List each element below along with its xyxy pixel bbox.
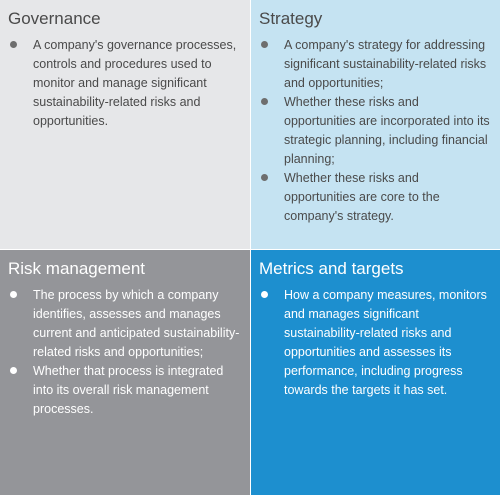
metrics-targets-bullets: [259, 286, 492, 400]
bullet-dot-icon: [10, 41, 17, 48]
metrics-targets-title: Metrics and targets: [259, 259, 404, 278]
governance-title: Governance: [8, 9, 101, 28]
strategy-bullet: [259, 93, 492, 169]
bullet-dot-icon: [261, 291, 268, 298]
strategy-bullet: [259, 169, 492, 226]
strategy-quadrant: [251, 0, 500, 249]
risk-management-title: Risk management: [8, 259, 146, 278]
governance-bullet: [8, 36, 242, 131]
risk-management-quadrant: [0, 250, 250, 495]
governance-bullets: [8, 36, 242, 131]
bullet-dot-icon: [261, 174, 268, 181]
metrics-targets-bullet: [259, 286, 492, 400]
risk-management-bullets: [8, 286, 242, 419]
governance-quadrant: [0, 0, 250, 249]
bullet-text: A company's governance processes, controls and procedures used to monitor and manage significant sustainability-related risks and opportunities.: [33, 38, 237, 128]
bullet-text: How a company measures, monitors and manages significant sustainability-related risks and opportunities and assesses its performance, including progress towards the targets it has set.: [284, 288, 487, 397]
risk-management-bullet: [8, 362, 242, 419]
bullet-text: A company's strategy for addressing significant sustainability-related risks and opportunities;: [284, 38, 487, 90]
bullet-dot-icon: [261, 98, 268, 105]
strategy-bullet: [259, 36, 492, 93]
strategy-title: Strategy: [259, 9, 323, 28]
bullet-text: Whether these risks and opportunities are core to the company's strategy.: [284, 171, 440, 223]
bullet-text: Whether that process is integrated into its overall risk management processes.: [33, 364, 224, 416]
bullet-text: Whether these risks and opportunities are incorporated into its strategic planning, including financial planning;: [284, 95, 490, 166]
strategy-bullets: [259, 36, 492, 226]
bullet-text: The process by which a company identifies, assesses and manages current and anticipated sustainability-related risks and opportunities;: [33, 288, 240, 359]
bullet-dot-icon: [261, 41, 268, 48]
metrics-targets-quadrant: [251, 250, 500, 495]
bullet-dot-icon: [10, 291, 17, 298]
risk-management-bullet: [8, 286, 242, 362]
bullet-dot-icon: [10, 367, 17, 374]
